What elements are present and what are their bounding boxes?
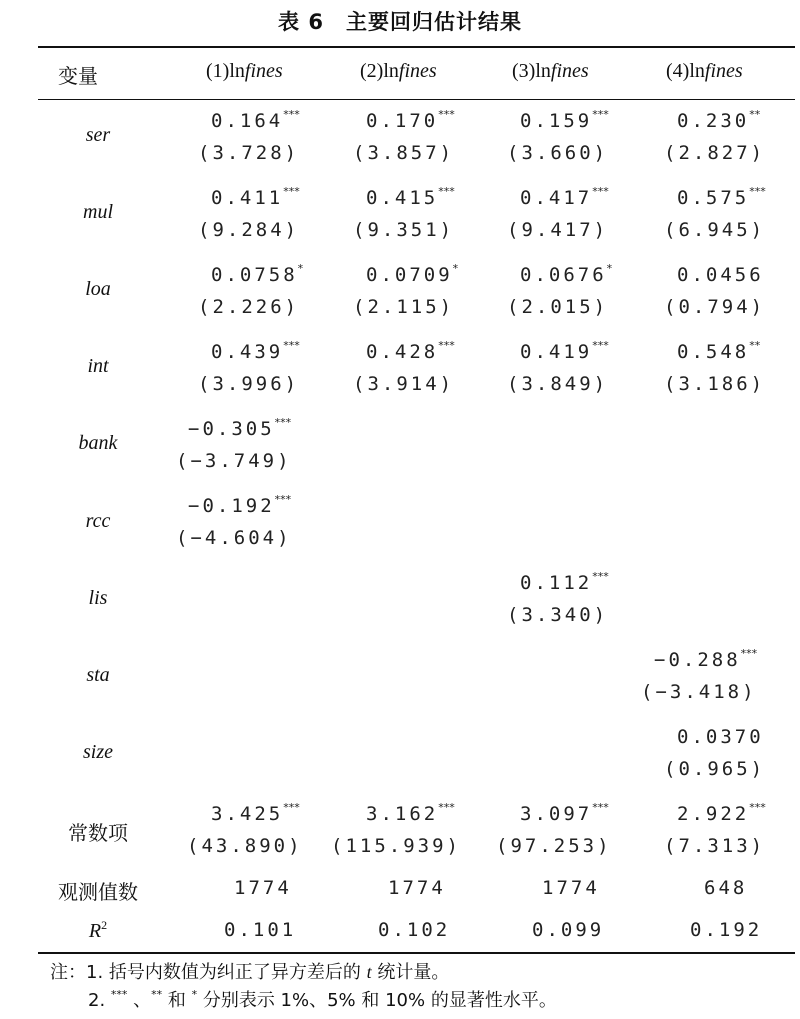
var-loa: loa (85, 278, 111, 300)
var-ser: ser (85, 124, 111, 146)
loa-c2-coef: 0.0709* (366, 262, 459, 286)
obs-c2: 1774 (388, 877, 446, 899)
int-c2-t: (3.914) (353, 373, 455, 395)
const-c4-coef: 2.922*** (677, 801, 766, 825)
loa-c3-coef: 0.0676* (520, 262, 613, 286)
lis-c3-t: (3.340) (507, 604, 609, 626)
mul-c3-coef: 0.417*** (520, 185, 609, 209)
r2-c4: 0.192 (690, 919, 763, 941)
r2-c3: 0.099 (532, 919, 605, 941)
header-col-1: (1)lnfines (206, 60, 283, 82)
int-c3-coef: 0.419*** (520, 339, 609, 363)
ser-c4-t: (2.827) (664, 142, 766, 164)
obs-c3: 1774 (542, 877, 600, 899)
var-observations: 观测值数 (58, 880, 138, 904)
int-c1-coef: 0.439*** (211, 339, 300, 363)
header-rule (38, 99, 795, 100)
var-int: int (87, 355, 109, 377)
var-rcc: rcc (85, 510, 111, 532)
const-c2-coef: 3.162*** (366, 801, 455, 825)
const-c3-coef: 3.097*** (520, 801, 609, 825)
const-c4-t: (7.313) (664, 835, 766, 857)
mul-c4-coef: 0.575*** (677, 185, 766, 209)
ser-c3-t: (3.660) (507, 142, 609, 164)
bank-c1-t: (−3.749) (176, 450, 292, 472)
int-c1-t: (3.996) (198, 373, 300, 395)
top-rule (38, 46, 795, 48)
var-sta: sta (86, 664, 110, 686)
header-col-2: (2)lnfines (360, 60, 437, 82)
int-c4-t: (3.186) (664, 373, 766, 395)
obs-c4: 648 (704, 877, 748, 899)
mul-c2-t: (9.351) (353, 219, 455, 241)
var-lis: lis (88, 587, 108, 609)
ser-c3-coef: 0.159*** (520, 108, 609, 132)
note-line-1: 注：1. 括号内数值为纠正了异方差后的 t 统计量。 (50, 962, 450, 983)
r2-c1: 0.101 (224, 919, 297, 941)
int-c3-t: (3.849) (507, 373, 609, 395)
lis-c3-coef: 0.112*** (520, 570, 609, 594)
const-c1-t: (43.890) (187, 835, 303, 857)
var-r-squared: $R^2$ (88, 918, 108, 942)
const-c1-coef: 3.425*** (211, 801, 300, 825)
mul-c3-t: (9.417) (507, 219, 609, 241)
obs-c1: 1774 (234, 877, 292, 899)
ser-c4-coef: 0.230** (677, 108, 761, 132)
loa-c4-t: (0.794) (664, 296, 766, 318)
var-constant: 常数项 (68, 821, 128, 845)
ser-c2-coef: 0.170*** (366, 108, 455, 132)
rcc-c1-t: (−4.604) (176, 527, 292, 549)
bank-c1-coef: −0.305*** (188, 416, 292, 440)
loa-c1-coef: 0.0758* (211, 262, 304, 286)
int-c4-coef: 0.548** (677, 339, 761, 363)
mul-c2-coef: 0.415*** (366, 185, 455, 209)
ser-c1-t: (3.728) (198, 142, 300, 164)
loa-c3-t: (2.015) (507, 296, 609, 318)
rcc-c1-coef: −0.192*** (188, 493, 292, 517)
table-title: 表 6 主要回归估计结果 (278, 10, 522, 34)
bottom-rule (38, 952, 795, 954)
var-bank: bank (78, 432, 118, 454)
int-c2-coef: 0.428*** (366, 339, 455, 363)
loa-c2-t: (2.115) (353, 296, 455, 318)
r2-c2: 0.102 (378, 919, 451, 941)
header-col-4: (4)lnfines (666, 60, 743, 82)
mul-c4-t: (6.945) (664, 219, 766, 241)
mul-c1-t: (9.284) (198, 219, 300, 241)
header-col-3: (3)lnfines (512, 60, 589, 82)
sta-c4-coef: −0.288*** (654, 647, 758, 671)
const-c3-t: (97.253) (496, 835, 612, 857)
var-mul: mul (83, 201, 113, 223)
size-c4-t: (0.965) (664, 758, 766, 780)
loa-c1-t: (2.226) (198, 296, 300, 318)
ser-c2-t: (3.857) (353, 142, 455, 164)
header-variable: 变量 (58, 64, 98, 88)
mul-c1-coef: 0.411*** (211, 185, 300, 209)
size-c4-coef: 0.0370 (677, 726, 764, 748)
sta-c4-t: (−3.418) (641, 681, 757, 703)
var-size: size (83, 741, 113, 763)
const-c2-t: (115.939) (331, 835, 461, 857)
loa-c4-coef: 0.0456 (677, 264, 764, 286)
note-line-2: 2. *** 、** 和 * 分别表示 1%、5% 和 10% 的显著性水平。 (88, 988, 557, 1011)
ser-c1-coef: 0.164*** (211, 108, 300, 132)
